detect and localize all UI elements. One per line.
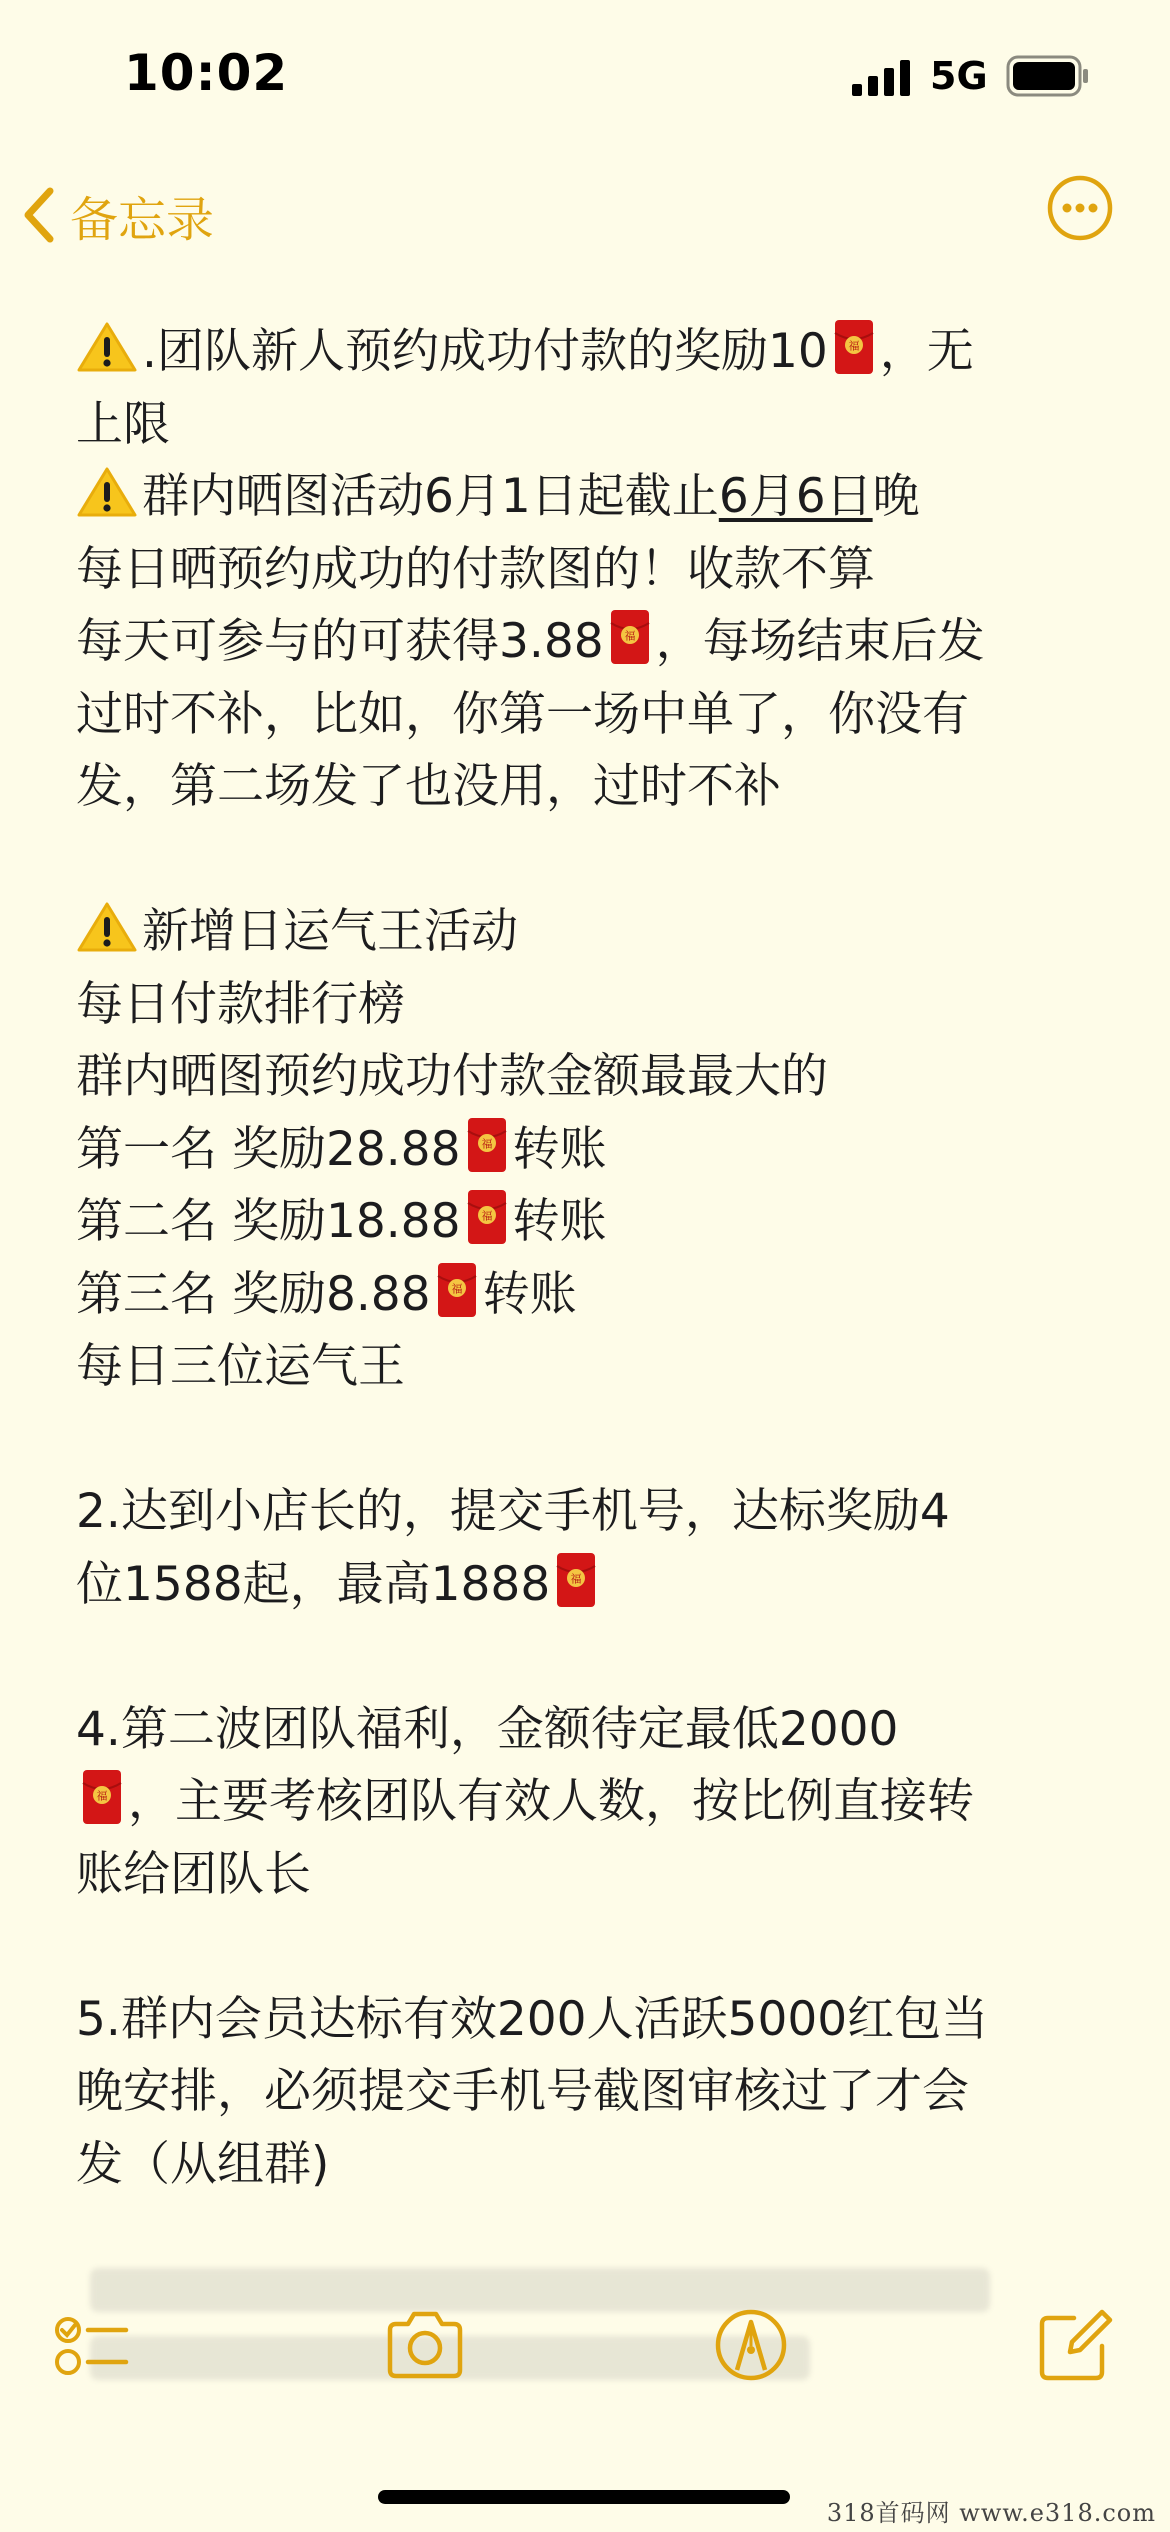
- note-text: ，无: [879, 324, 974, 379]
- pen-tip-icon: [706, 2300, 796, 2390]
- note-text: ，主要考核团队有效人数，按比例直接转: [128, 1774, 974, 1829]
- note-line: [76, 2056, 1106, 2129]
- note-line: [76, 1839, 1106, 1912]
- note-text: 第三名 奖励8.88: [76, 1266, 431, 1322]
- note-text: 2.达到小店长的，提交手机号，达标奖励4: [76, 1484, 950, 1539]
- red-envelope-icon: [556, 1552, 596, 1608]
- note-line: [76, 316, 1106, 389]
- status-bar: [0, 0, 1170, 150]
- note-line: [76, 1766, 1106, 1839]
- blank-line: [76, 1621, 1106, 1694]
- note-text: 过时不补，比如，你第一场中单了，你没有: [76, 686, 969, 742]
- svg-text:福: 福: [624, 629, 636, 643]
- note-line: [76, 969, 1106, 1042]
- note-text: 群内晒图活动6月1日起截止: [142, 469, 719, 524]
- note-line: [76, 1476, 1106, 1549]
- note-text: 新增日运气王活动: [142, 904, 518, 959]
- note-text: 上限: [76, 396, 170, 452]
- bottom-toolbar: [0, 2300, 1170, 2420]
- compose-button[interactable]: [1030, 2300, 1120, 2390]
- markup-button[interactable]: [706, 2300, 796, 2390]
- note-text: 5.群内会员达标有效200人活跃5000红包当: [76, 1991, 989, 2047]
- chevron-left-icon: [22, 185, 56, 245]
- note-text: 4.第二波团队福利，金额待定最低2000: [76, 1701, 899, 1757]
- note-text: 晚: [872, 469, 920, 524]
- note-line: [76, 1331, 1106, 1404]
- note-text: 晚安排，必须提交手机号截图审核过了才会: [76, 2064, 969, 2119]
- navigation-bar: [0, 160, 1170, 260]
- cellular-signal-icon: [852, 58, 912, 98]
- compose-icon: [1030, 2300, 1120, 2390]
- checklist-button[interactable]: [48, 2300, 138, 2390]
- back-button[interactable]: [22, 170, 214, 260]
- note-text: 群内晒图预约成功付款金额最最大的: [76, 1049, 828, 1104]
- note-text: 第二名 奖励18.88: [76, 1194, 461, 1249]
- note-line: [76, 389, 1106, 462]
- warning-icon: [76, 901, 138, 953]
- note-text-underlined: 6月6日: [718, 469, 873, 524]
- svg-text:福: 福: [96, 1789, 108, 1803]
- note-text: 转账: [512, 1194, 607, 1249]
- note-content[interactable]: [76, 316, 1106, 2201]
- network-type: 5G: [930, 54, 988, 98]
- svg-text:福: 福: [481, 1137, 492, 1150]
- watermark: 318首码网 www.e318.com: [826, 2499, 1156, 2527]
- note-text: 每日付款排行榜: [76, 976, 405, 1032]
- blank-line: [76, 824, 1106, 897]
- note-text: ，每场结束后发: [655, 614, 985, 669]
- red-envelope-icon: [437, 1262, 477, 1318]
- note-text: 每日三位运气王: [76, 1339, 405, 1394]
- status-time: 10:02: [124, 44, 289, 102]
- camera-icon: [380, 2300, 470, 2390]
- note-line: [76, 534, 1106, 607]
- back-label: 备忘录: [70, 191, 215, 248]
- note-line: [76, 896, 1106, 969]
- note-text: 发（从组群): [76, 2136, 330, 2192]
- note-text: 位1588起，最高1888: [76, 1556, 551, 1612]
- red-envelope-icon: [834, 319, 874, 375]
- note-text: 账给团队长: [76, 1846, 311, 1902]
- blank-line: [76, 1911, 1106, 1984]
- svg-text:福: 福: [481, 1209, 492, 1223]
- warning-icon: [76, 321, 138, 373]
- note-line: [76, 1186, 1106, 1259]
- note-line: [76, 751, 1106, 824]
- note-text: .团队新人预约成功付款的奖励10: [142, 324, 828, 379]
- note-text: 转账: [482, 1266, 577, 1322]
- blank-line: [76, 1404, 1106, 1477]
- note-line: [76, 1114, 1106, 1187]
- note-line: [76, 1549, 1106, 1622]
- svg-text:福: 福: [848, 339, 860, 353]
- note-text: 每日晒预约成功的付款图的！收款不算: [76, 541, 875, 597]
- note-text: 转账: [512, 1121, 607, 1177]
- note-line: [76, 461, 1106, 534]
- home-indicator[interactable]: [378, 2490, 790, 2504]
- note-line: [76, 606, 1106, 679]
- svg-text:福: 福: [451, 1282, 463, 1295]
- warning-icon: [76, 466, 138, 518]
- svg-text:福: 福: [570, 1572, 582, 1585]
- note-text: 每天可参与的可获得3.88: [76, 614, 604, 669]
- note-line: [76, 2129, 1106, 2202]
- note-line: [76, 1694, 1106, 1767]
- more-options-icon[interactable]: [1046, 174, 1114, 242]
- note-line: [76, 1041, 1106, 1114]
- note-line: [76, 679, 1106, 752]
- red-envelope-icon: [467, 1117, 507, 1173]
- note-text: 发，第二场发了也没用，过时不补: [76, 759, 781, 814]
- red-envelope-icon: [82, 1769, 122, 1825]
- red-envelope-icon: [467, 1189, 507, 1245]
- red-envelope-icon: [610, 609, 650, 665]
- battery-icon: [1006, 55, 1090, 97]
- checklist-icon: [48, 2300, 138, 2390]
- note-line: [76, 1259, 1106, 1332]
- camera-button[interactable]: [380, 2300, 470, 2390]
- note-line: [76, 1984, 1106, 2057]
- note-text: 第一名 奖励28.88: [76, 1121, 461, 1177]
